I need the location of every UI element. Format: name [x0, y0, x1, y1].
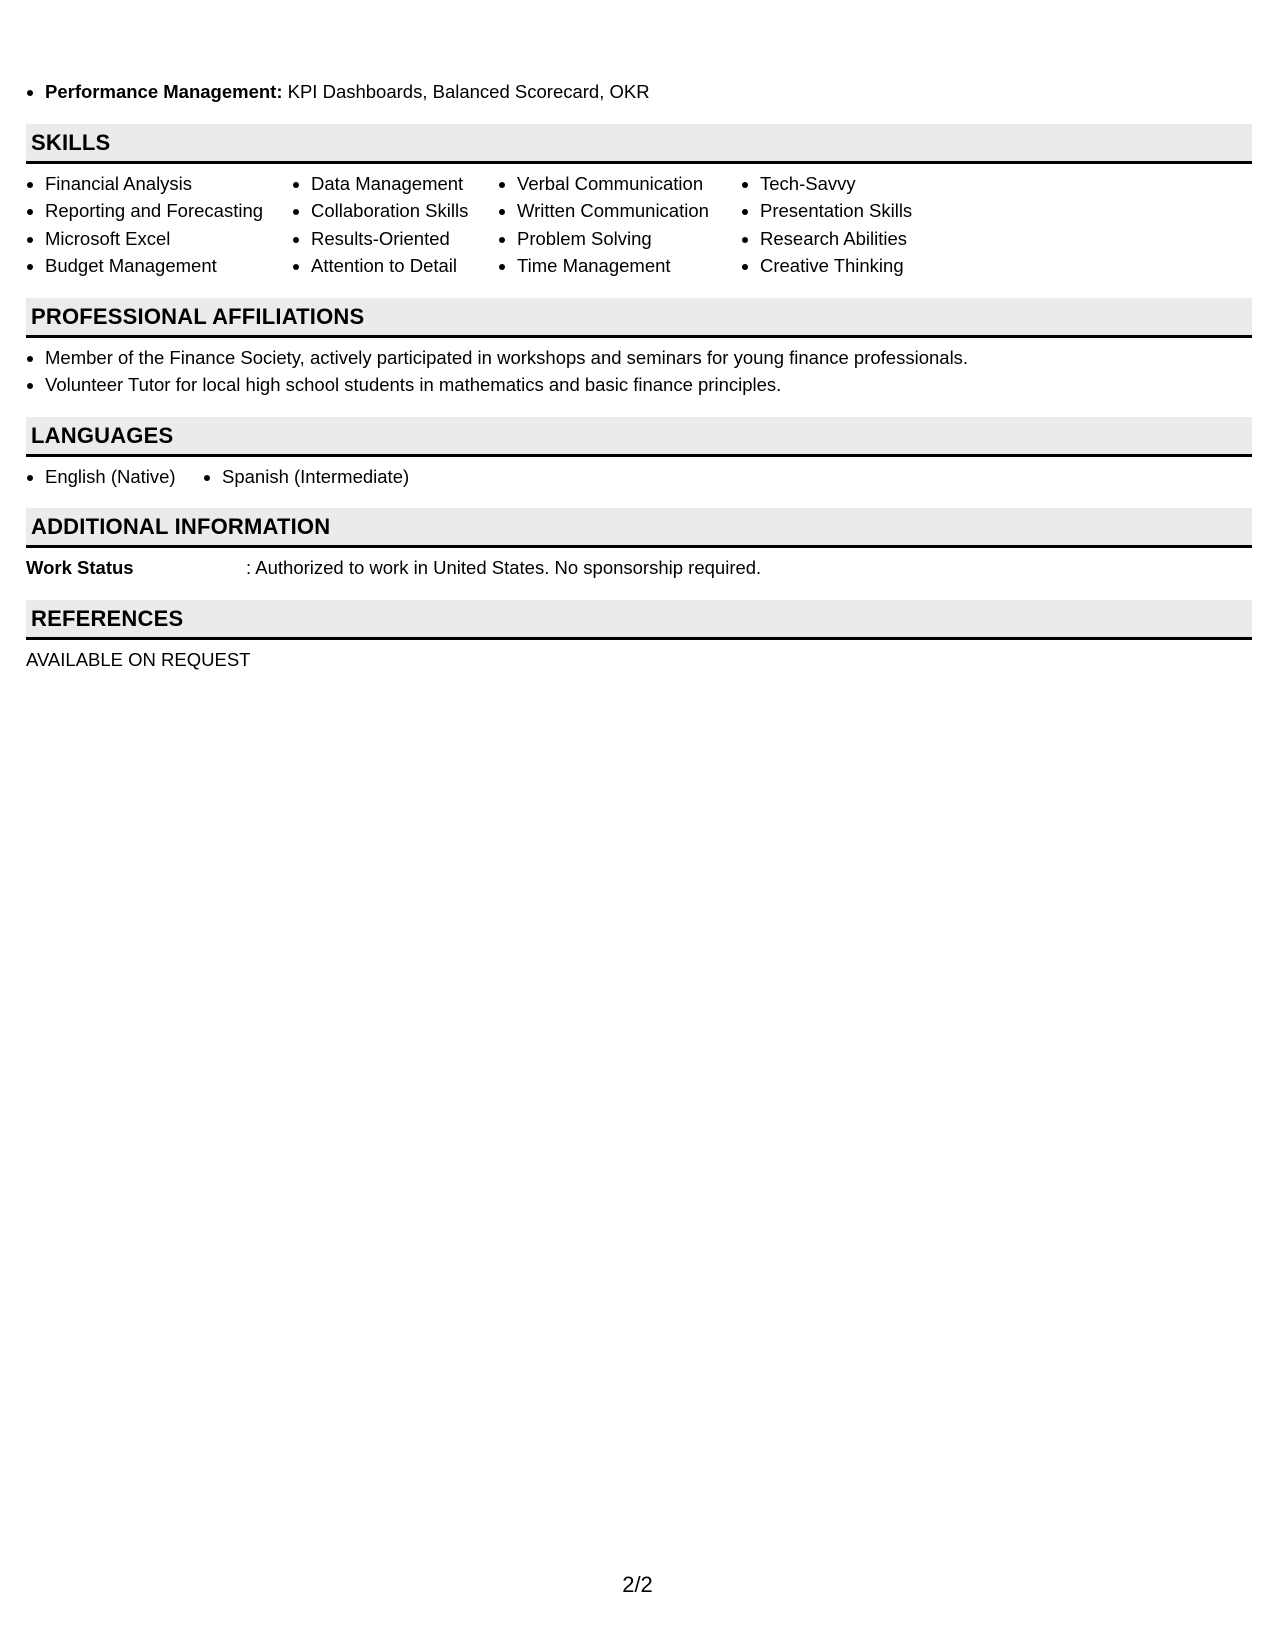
skill-item: • Verbal Communication [517, 170, 741, 198]
skill-item: • Written Communication [517, 197, 741, 225]
references-text: AVAILABLE ON REQUEST [26, 648, 251, 670]
skill-item: • Results-Oriented [311, 225, 498, 253]
language-column-2 [203, 463, 409, 491]
skill-item: • Tech-Savvy [760, 170, 960, 198]
additional-info-section-header [26, 508, 1252, 548]
section-title: REFERENCES [31, 605, 184, 631]
languages-section-header [26, 417, 1252, 457]
list-item: • Member of the Finance Society, actively participated in workshops and seminars for young finance professionals. [45, 344, 1252, 372]
skills-grid [26, 170, 1252, 280]
resume-content [26, 78, 1252, 673]
skill-item: • Budget Management [45, 252, 292, 280]
language-item: • English (Native) [45, 463, 203, 491]
work-status-label: Work Status [26, 557, 134, 578]
skill-item: • Financial Analysis [45, 170, 292, 198]
skill-item: • Collaboration Skills [311, 197, 498, 225]
language-column-1 [26, 463, 203, 491]
languages-list [26, 463, 1252, 491]
page-number: 2/2 [622, 1572, 653, 1597]
skill-item: • Data Management [311, 170, 498, 198]
skill-item: • Reporting and Forecasting [45, 197, 292, 225]
language-item: • Spanish (Intermediate) [222, 463, 409, 491]
skills-column-1 [26, 170, 292, 280]
skills-section-header [26, 124, 1252, 164]
skills-column-2 [292, 170, 498, 280]
section-title: LANGUAGES [31, 422, 174, 448]
skill-item: • Research Abilities [760, 225, 960, 253]
work-status-value: : Authorized to work in United States. No sponsorship required. [246, 557, 762, 578]
skill-item: • Problem Solving [517, 225, 741, 253]
affiliations-list [26, 344, 1252, 399]
item-value: KPI Dashboards, Balanced Scorecard, OKR [282, 81, 650, 102]
tools-list [26, 78, 1252, 106]
skills-column-4 [741, 170, 960, 280]
skill-item: • Time Management [517, 252, 741, 280]
list-item: • Volunteer Tutor for local high school students in mathematics and basic finance principles. [45, 371, 1252, 399]
skill-item: • Attention to Detail [311, 252, 498, 280]
affiliations-section-header [26, 298, 1252, 338]
skill-item: • Microsoft Excel [45, 225, 292, 253]
work-status-row [26, 554, 1252, 582]
list-item [45, 78, 1252, 106]
section-title: PROFESSIONAL AFFILIATIONS [31, 303, 365, 329]
section-title: SKILLS [31, 129, 111, 155]
section-title: ADDITIONAL INFORMATION [31, 514, 331, 539]
item-label: Performance Management: [45, 81, 283, 102]
references-section-header [26, 600, 1252, 640]
skill-item: • Presentation Skills [760, 197, 960, 225]
skill-item: • Creative Thinking [760, 252, 960, 280]
skills-column-3 [498, 170, 741, 280]
